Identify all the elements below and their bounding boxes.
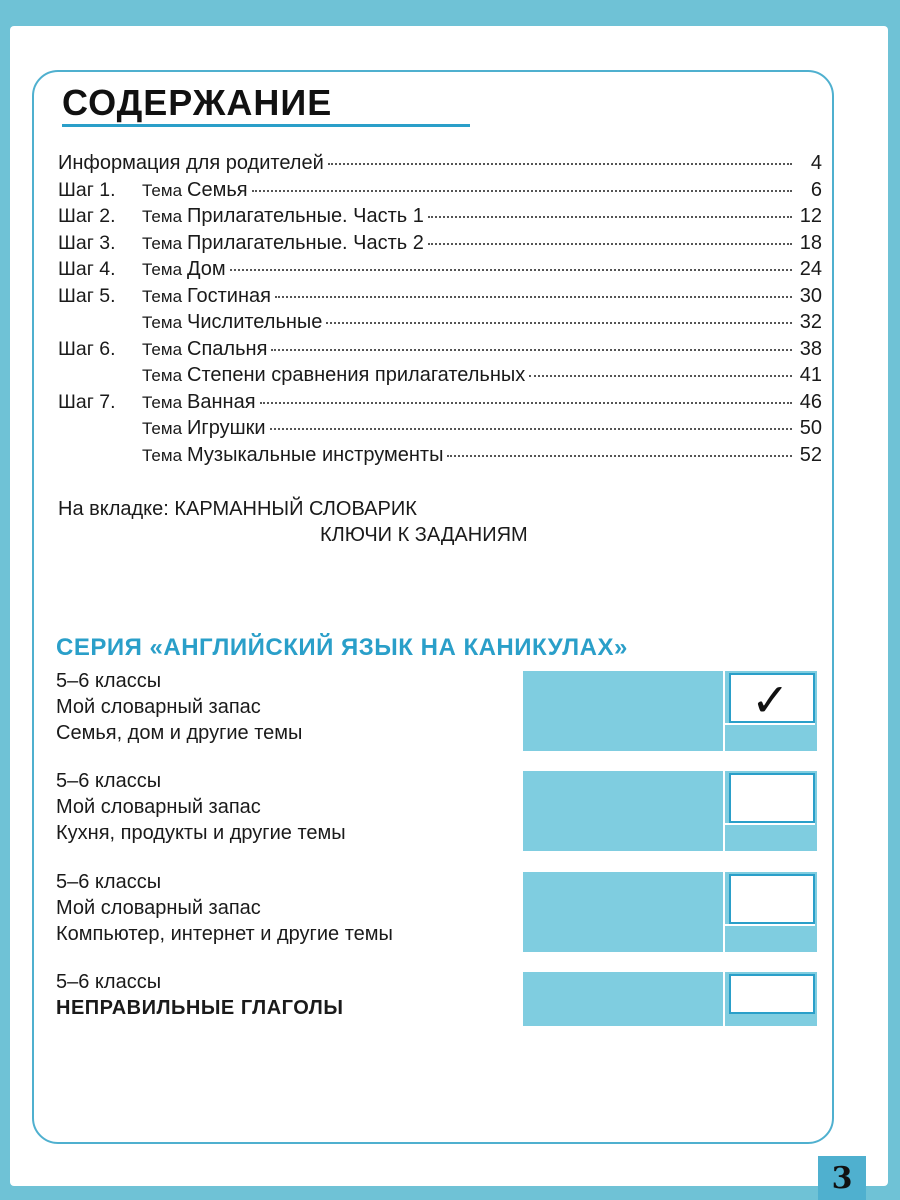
leader-dots — [326, 322, 792, 324]
toc-topic: Прилагательные. Часть 2 — [187, 231, 424, 254]
book-subtitle: НЕПРАВИЛЬНЫЕ ГЛАГОЛЫ — [56, 997, 344, 1019]
toc-page-number: 32 — [799, 311, 822, 333]
leader-dots — [260, 402, 792, 404]
book-subtitle: Мой словарный запас — [56, 897, 261, 919]
toc-page-number: 41 — [799, 364, 822, 386]
toc-step: Шаг 4. — [58, 258, 116, 280]
leader-dots — [275, 296, 792, 298]
toc-row-info[interactable] — [58, 150, 822, 177]
toc-row[interactable] — [58, 177, 822, 204]
leader-dots — [271, 349, 792, 351]
title-underline — [62, 124, 470, 127]
toc-step: Шаг 2. — [58, 205, 116, 227]
book-grade: 5–6 классы — [56, 971, 162, 993]
toc-topic-word: Тема — [142, 339, 183, 359]
book-entry — [56, 668, 826, 746]
leader-dots — [230, 269, 792, 271]
toc-page-number: 30 — [799, 284, 822, 307]
leader-dots — [529, 375, 792, 377]
toc-row[interactable] — [58, 415, 822, 442]
series-title: СЕРИЯ «АНГЛИЙСКИЙ ЯЗЫК НА КАНИКУЛАХ» — [56, 634, 628, 661]
page-number: 3 — [818, 1156, 866, 1200]
toc-page-number: 52 — [799, 443, 822, 466]
toc-topic-word: Тема — [142, 313, 183, 332]
toc-topic: Игрушки — [187, 417, 266, 439]
table-of-contents — [58, 150, 822, 468]
toc-row[interactable] — [58, 389, 822, 416]
toc-topic: Спальня — [187, 337, 268, 360]
toc-topic: Ванная — [187, 390, 256, 413]
check-mark-icon: ✓ — [751, 674, 790, 726]
toc-page-number: 24 — [799, 258, 822, 280]
toc-page-number: 6 — [810, 178, 822, 201]
leader-dots — [328, 163, 792, 165]
book-subtitle: Мой словарный запас — [56, 696, 261, 718]
toc-topic-word: Тема — [142, 366, 183, 385]
toc-topic-word: Тема — [142, 286, 183, 306]
toc-page-number: 46 — [799, 390, 822, 413]
toc-topic: Дом — [187, 258, 226, 280]
leader-dots — [270, 428, 792, 430]
toc-topic-word: Тема — [142, 445, 183, 465]
toc-topic: Семья — [187, 178, 248, 201]
toc-step: Шаг 3. — [58, 231, 116, 254]
leader-dots — [252, 190, 792, 192]
toc-page-number: 4 — [810, 152, 822, 174]
insert-note — [58, 496, 528, 548]
leader-dots — [428, 216, 792, 218]
book-entry — [56, 869, 826, 947]
book-subtitle: Мой словарный запас — [56, 796, 261, 818]
toc-step: Шаг 1. — [58, 178, 116, 201]
toc-page-number: 38 — [799, 337, 822, 360]
toc-topic-word: Тема — [142, 419, 183, 438]
leader-dots — [447, 455, 792, 457]
toc-row[interactable] — [58, 442, 822, 469]
book-topic: Кухня, продукты и другие темы — [56, 822, 346, 844]
book-grade: 5–6 классы — [56, 770, 162, 792]
toc-step: Шаг 5. — [58, 284, 116, 307]
toc-row[interactable] — [58, 203, 822, 230]
book-grade: 5–6 классы — [56, 670, 162, 692]
book-topic: Компьютер, интернет и другие темы — [56, 923, 393, 945]
toc-topic: Прилагательные. Часть 1 — [187, 205, 424, 227]
book-entry — [56, 768, 826, 846]
insert-line-keys: КЛЮЧИ К ЗАДАНИЯМ — [320, 524, 528, 546]
book-grade: 5–6 классы — [56, 871, 162, 893]
toc-topic: Музыкальные инструменты — [187, 443, 444, 466]
toc-step: Шаг 7. — [58, 390, 116, 413]
book-topic: Семья, дом и другие темы — [56, 722, 303, 744]
page-title: СОДЕРЖАНИЕ — [62, 82, 333, 123]
toc-topic: Степени сравнения прилагательных — [187, 364, 526, 386]
toc-info-label: Информация для родителей — [58, 152, 324, 174]
toc-topic: Числительные — [187, 311, 323, 333]
insert-line-dictionary: На вкладке: КАРМАННЫЙ СЛОВАРИК — [58, 498, 417, 520]
toc-row[interactable] — [58, 283, 822, 310]
toc-topic-word: Тема — [142, 207, 183, 226]
toc-topic-word: Тема — [142, 392, 183, 412]
toc-row[interactable] — [58, 336, 822, 363]
toc-topic-word: Тема — [142, 180, 183, 200]
toc-row[interactable] — [58, 309, 822, 336]
toc-step: Шаг 6. — [58, 337, 116, 360]
toc-row[interactable] — [58, 256, 822, 283]
toc-page-number: 18 — [799, 231, 822, 254]
leader-dots — [428, 243, 792, 245]
toc-page-number: 12 — [799, 205, 822, 227]
toc-row[interactable] — [58, 230, 822, 257]
toc-topic-word: Тема — [142, 233, 183, 253]
toc-topic-word: Тема — [142, 260, 183, 279]
book-entry — [56, 969, 826, 1021]
toc-topic: Гостиная — [187, 284, 271, 307]
toc-page-number: 50 — [799, 417, 822, 439]
toc-row[interactable] — [58, 362, 822, 389]
